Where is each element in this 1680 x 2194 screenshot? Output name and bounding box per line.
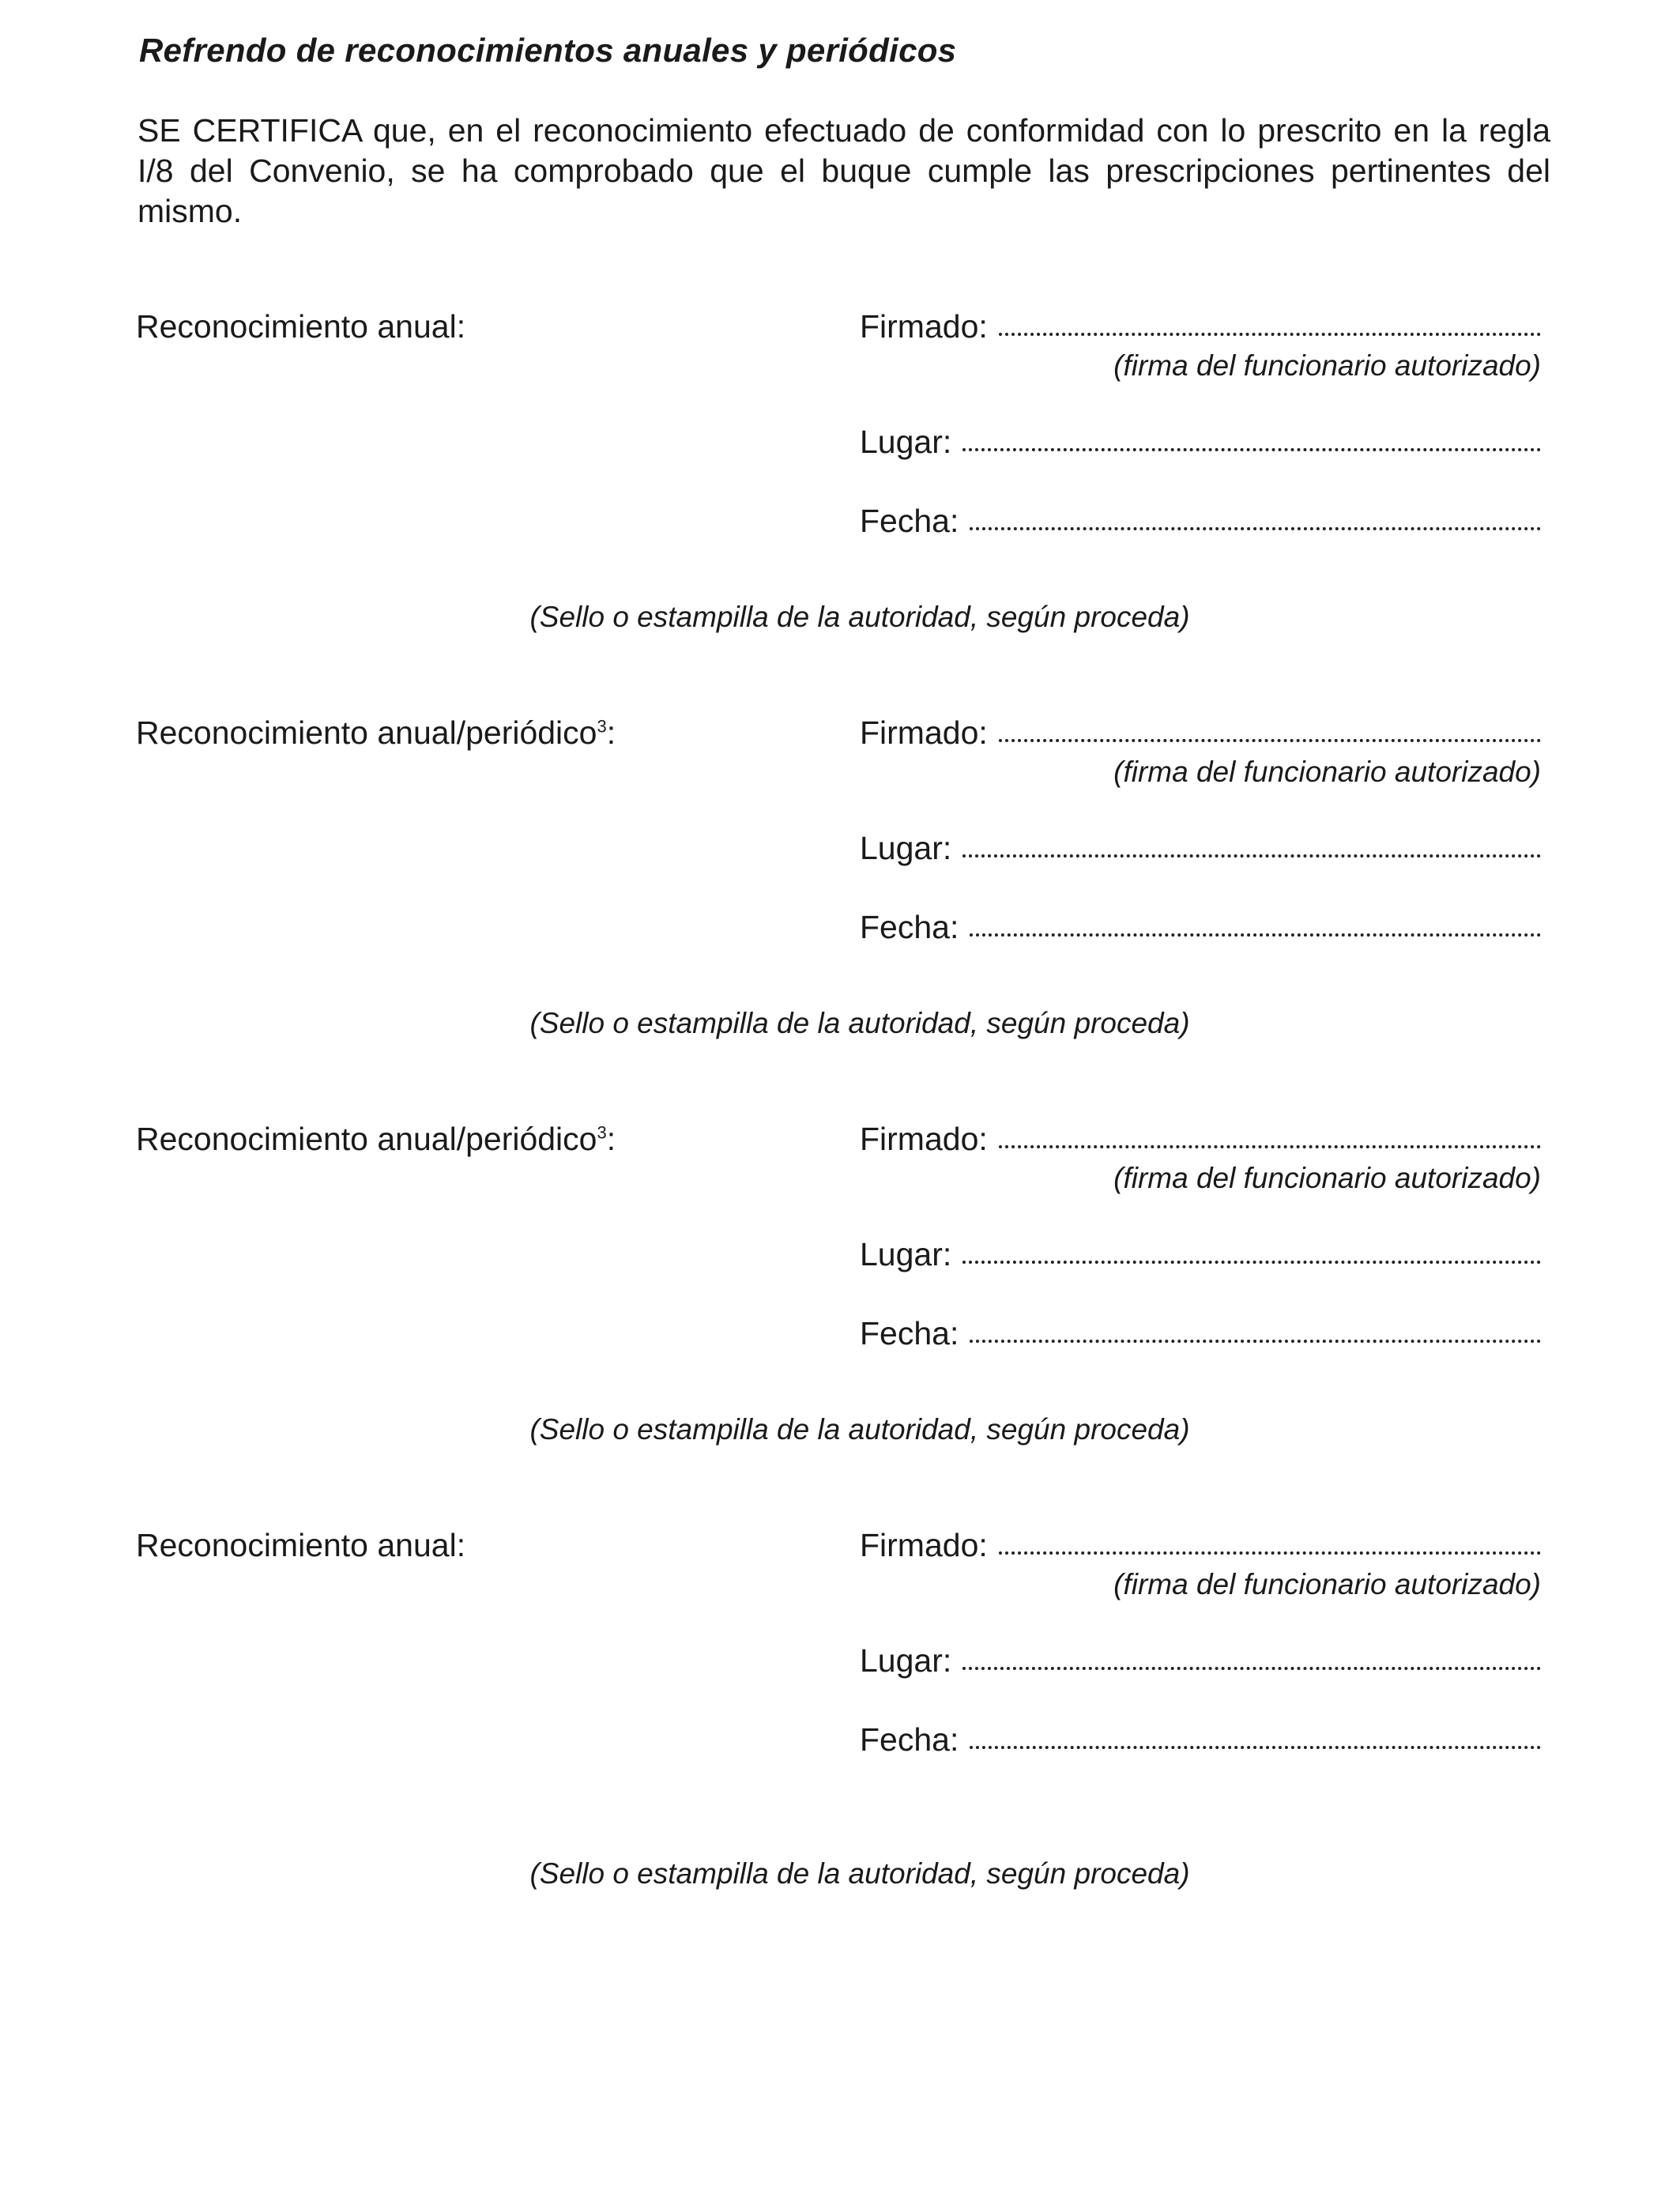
place-field[interactable]: [860, 424, 1541, 461]
place-line[interactable]: [962, 1261, 1541, 1264]
endorsement-section: [0, 1527, 1680, 1938]
seal-note: (Sello o estampilla de la autoridad, según proceda): [529, 1857, 1190, 1890]
place-line[interactable]: [962, 854, 1541, 858]
date-line[interactable]: [970, 527, 1541, 530]
date-field[interactable]: [860, 503, 1541, 540]
signature-caption: (firma del funcionario autorizado): [1113, 756, 1541, 788]
signature-line[interactable]: [999, 739, 1541, 742]
signature-caption: (firma del funcionario autorizado): [1113, 1568, 1541, 1600]
date-label: Fecha:: [860, 909, 959, 945]
date-label: Fecha:: [860, 1721, 959, 1758]
footnote-marker: 3: [597, 716, 607, 737]
date-line[interactable]: [970, 1340, 1541, 1343]
signed-field[interactable]: [860, 714, 1541, 752]
endorsement-section: [0, 308, 1680, 680]
place-label: Lugar:: [860, 830, 952, 866]
survey-type-label: [136, 1121, 616, 1158]
endorsement-section: [0, 714, 1680, 1086]
label-colon: :: [606, 714, 616, 751]
place-label: Lugar:: [860, 1236, 952, 1272]
place-field[interactable]: [860, 1236, 1541, 1273]
signed-field[interactable]: [860, 1527, 1541, 1564]
signature-caption: (firma del funcionario autorizado): [1113, 1162, 1541, 1194]
signature-line[interactable]: [999, 1551, 1541, 1555]
signed-field[interactable]: [860, 308, 1541, 345]
footnote-marker: 3: [597, 1122, 607, 1143]
place-line[interactable]: [962, 448, 1541, 451]
seal-note: (Sello o estampilla de la autoridad, según proceda): [529, 1413, 1190, 1446]
date-label: Fecha:: [860, 503, 959, 539]
place-label: Lugar:: [860, 424, 952, 460]
survey-type-label: [136, 308, 465, 345]
date-field[interactable]: [860, 1721, 1541, 1759]
signed-label: Firmado:: [860, 1527, 988, 1563]
seal-note: (Sello o estampilla de la autoridad, según proceda): [529, 1007, 1190, 1039]
place-field[interactable]: [860, 830, 1541, 867]
survey-type-label: [136, 714, 616, 752]
date-line[interactable]: [970, 1746, 1541, 1749]
signed-label: Firmado:: [860, 308, 988, 345]
certification-paragraph: SE CERTIFICA que, en el reconocimiento efectuado de conformidad con lo prescrito en la regla I/8 del Convenio, se ha comprobado que el buque cumple las prescripciones pertinentes del mismo.: [137, 112, 1550, 229]
survey-type-label: [136, 1527, 465, 1564]
survey-type-text: Reconocimiento anual:: [136, 1527, 466, 1563]
signed-label: Firmado:: [860, 1121, 988, 1157]
place-field[interactable]: [860, 1642, 1541, 1679]
place-label: Lugar:: [860, 1642, 952, 1679]
date-field[interactable]: [860, 1315, 1541, 1352]
signed-label: Firmado:: [860, 714, 988, 751]
label-colon: :: [606, 1121, 616, 1157]
survey-type-text: Reconocimiento anual/periódico: [136, 1121, 597, 1157]
survey-type-text: Reconocimiento anual:: [136, 308, 466, 345]
place-line[interactable]: [962, 1667, 1541, 1670]
document-title: Refrendo de reconocimientos anuales y periódicos: [139, 32, 957, 69]
signature-caption: (firma del funcionario autorizado): [1113, 349, 1541, 382]
endorsement-section: [0, 1121, 1680, 1492]
signed-field[interactable]: [860, 1121, 1541, 1158]
survey-type-text: Reconocimiento anual/periódico: [136, 714, 597, 751]
signature-line[interactable]: [999, 333, 1541, 336]
signature-line[interactable]: [999, 1145, 1541, 1148]
date-field[interactable]: [860, 909, 1541, 946]
date-label: Fecha:: [860, 1315, 959, 1351]
date-line[interactable]: [970, 933, 1541, 937]
seal-note: (Sello o estampilla de la autoridad, según proceda): [529, 601, 1190, 633]
